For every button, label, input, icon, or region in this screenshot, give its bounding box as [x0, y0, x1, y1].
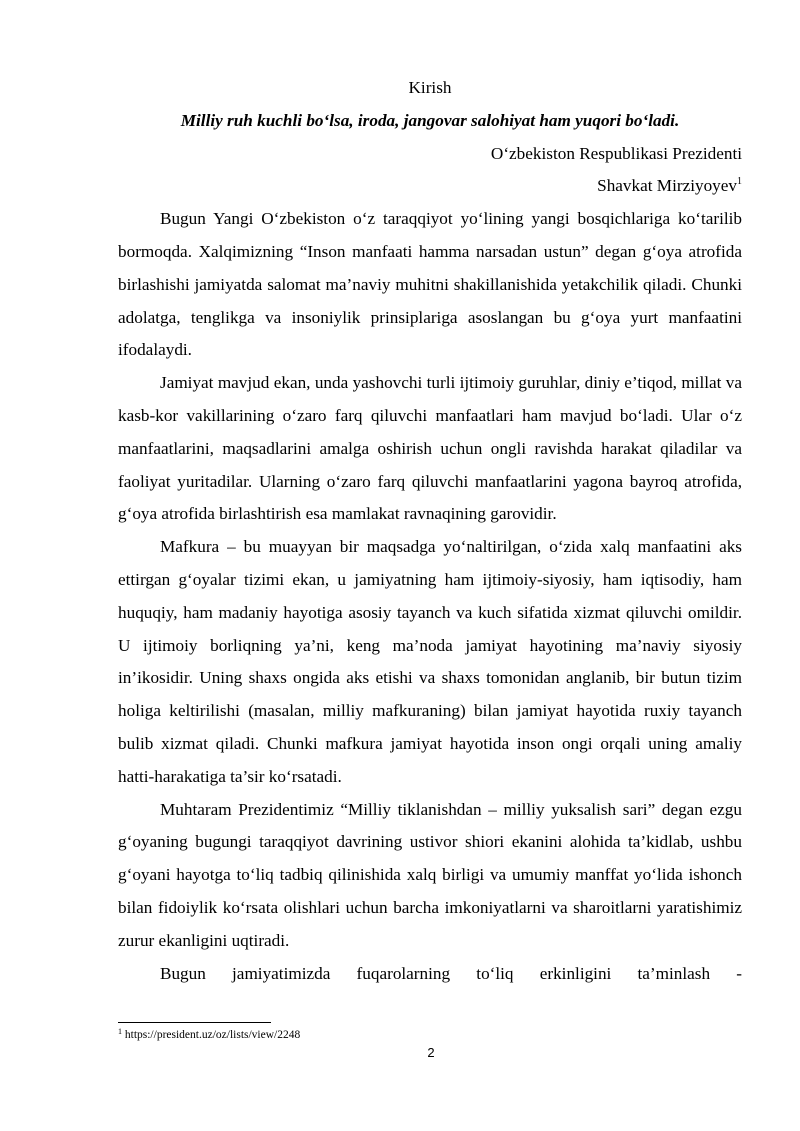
paragraph: Jamiyat mavjud ekan, unda yashovchi turli ijtimoiy guruhlar, diniy e’tiqod, millat va kasb-kor vakillarining o‘zaro farq qiluvchi manfaatlari ham mavjud bo‘ladi. Ular o‘z manfaatlarini, maqsadlarini amalga oshirish uchun ongli ravishda harakat qiladilar va faoliyat yuritadilar. Ularning o‘zaro farq qiluvchi manfaatlarini yagona bayroq atrofida, g‘oya atrofida birlashtirish esa mamlakat ravnaqining garovidir.	[118, 373, 742, 524]
paragraph: Mafkura – bu muayyan bir maqsadga yo‘naltirilgan, o‘zida xalq manfaatini aks ettirgan g‘oyalar tizimi ekan, u jamiyatning ham ijtimoiy-siyosiy, ham iqtisodiy, ham huquqiy, ham madaniy hayotiga asosiy tayanch va kuch sifatida xizmat qiluvchi omildir. U ijtimoiy borliqning ya’ni, keng ma’noda jamiyat hayotining ma’naviy siyosiy in’ikosidir. Uning shaxs ongida aks etishi va shaxs tomonidan anglanib, bir butun tizim holiga keltirilishi (masalan, milliy mafkuraning) bilan jamiyat hayotida ruxiy tayanch bulib xizmat qiladi. Chunki mafkura jamiyat hayotida inson ongi orqali uning amaliy hatti-harakatiga ta’sir ko‘rsatadi.	[118, 537, 742, 786]
footnote-reference: 1	[737, 176, 742, 188]
paragraph: Muhtaram Prezidentimiz “Milliy tiklanishdan – milliy yuksalish sari” degan ezgu g‘oyaning bugungi taraqqiyot davrining ustivor shiori ekanini alohida ta’kidlab, ushbu g‘oyani hayotga to‘liq tadbiq qilinishida xalq birligi va umumiy manffat yo‘lida ishonch bilan fidoiylik ko‘rsata olishlari uchun barcha imkoniyatlarni va sharoitlarni yaratishimiz zurur ekanligini uqtiradi.	[118, 799, 742, 950]
paragraph: Bugun Yangi O‘zbekiston o‘z taraqqiyot yo‘lining yangi bosqichlariga ko‘tarilib bormoqda. Xalqimizning “Inson manfaati hamma narsadan ustun” degan g‘oya atrofida birlashishi jamiyatda salomat ma’naviy muhitni shakillanishida yetakchilik qiladi. Chunki adolatga, tenglikga va insoniylik prinsiplariga asoslangan bu g‘oya yurt manfaatini ifodalaydi.	[118, 209, 742, 360]
epigraph-source: O‘zbekiston Respublikasi Prezidenti	[490, 143, 742, 163]
footnote-link[interactable]: https://president.uz/oz/lists/view/2248	[124, 1029, 301, 1041]
paragraph-continued: Bugun jamiyatimizda fuqarolarning to‘liq erkinligini ta’minlash -	[160, 963, 742, 983]
epigraph-author-line	[118, 170, 742, 203]
page-content	[118, 72, 742, 990]
footnote-mark: 1	[118, 1027, 122, 1036]
page-number: 2	[427, 1045, 435, 1060]
epigraph-quote: Milliy ruh kuchli bo‘lsa, iroda, jangovar salohiyat ham yuqori bo‘ladi.	[180, 110, 680, 130]
epigraph-author: Shavkat Mirziyoyev	[597, 176, 737, 196]
section-heading: Kirish	[408, 78, 452, 97]
footnote-separator	[118, 1022, 271, 1023]
footnote	[118, 1027, 742, 1043]
